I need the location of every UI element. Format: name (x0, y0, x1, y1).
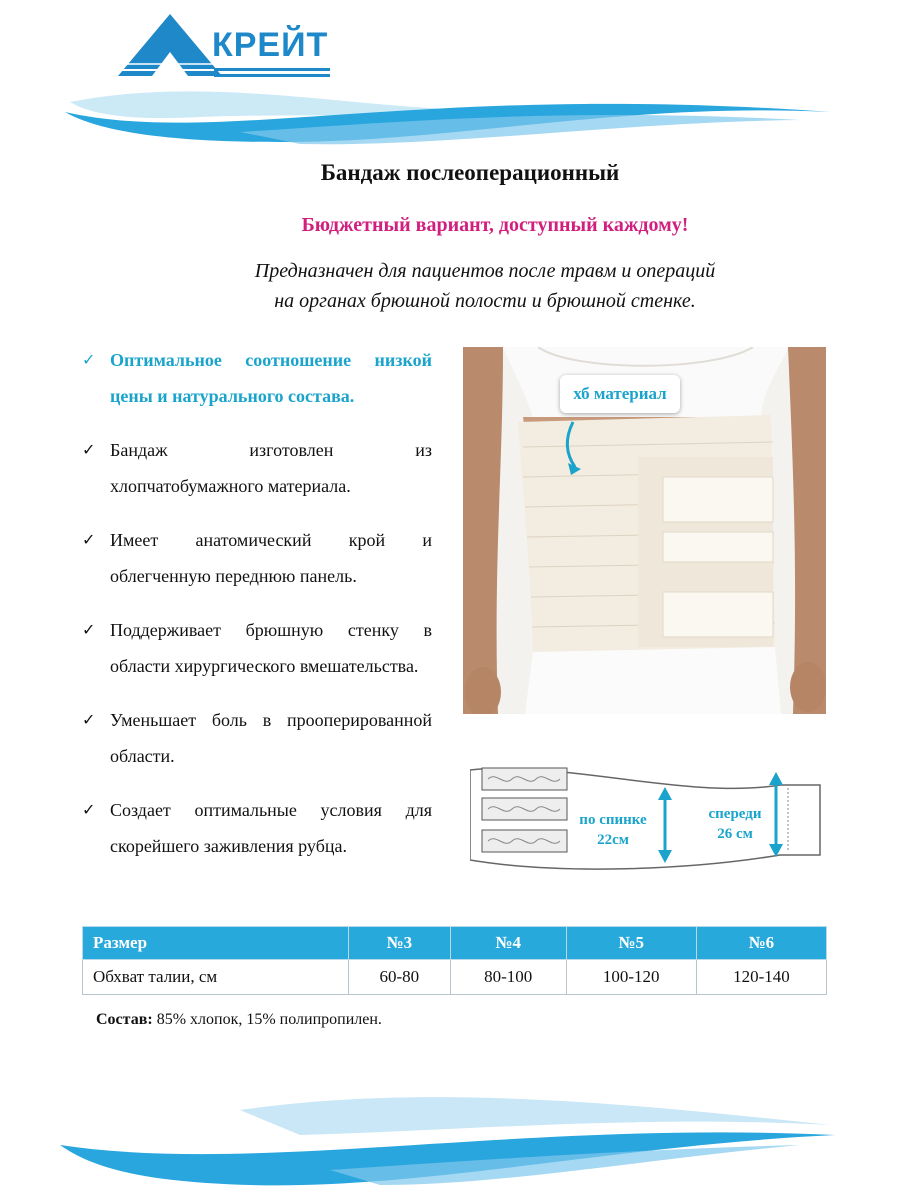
decorative-wave-top (0, 72, 900, 162)
description-line: Предназначен для пациентов после травм и операций (254, 260, 716, 282)
back-width-label: по спинке (579, 812, 647, 828)
table-row (83, 960, 827, 995)
feature-item: ✓ Оптимальное соотношение низкой цены и натурального состава. (82, 342, 432, 414)
column-header: Размер (83, 927, 349, 960)
composition-value: 85% хлопок, 15% полипропилен. (152, 1011, 382, 1028)
checkmark-icon: ✓ (82, 350, 96, 369)
composition-label: Состав: (96, 1011, 153, 1028)
back-width-value: 22см (597, 832, 629, 848)
table-cell: 100-120 (566, 960, 696, 995)
table-header-row (83, 927, 827, 960)
front-width-value: 26 см (717, 826, 753, 842)
table-cell: Обхват талии, см (83, 960, 349, 995)
feature-item: ✓ Уменьшает боль в прооперированной области. (82, 702, 432, 774)
page-title: Бандаж послеоперационный (320, 160, 620, 185)
column-header: №5 (566, 927, 696, 960)
logo-text: КРЕЙТ (212, 26, 329, 64)
checkmark-icon: ✓ (82, 530, 96, 549)
checkmark-icon: ✓ (82, 710, 96, 729)
column-header: №6 (696, 927, 826, 960)
page-subtitle: Бюджетный вариант, доступный каждому! (301, 214, 689, 236)
size-table (82, 926, 827, 995)
feature-item: ✓ Создает оптимальные условия для скорейшего заживления рубца. (82, 792, 432, 864)
front-width-label: спереди (708, 806, 762, 822)
column-header: №3 (349, 927, 451, 960)
material-callout: хб материал (560, 375, 680, 413)
checkmark-icon: ✓ (82, 620, 96, 639)
checkmark-icon: ✓ (82, 440, 96, 459)
table-cell: 60-80 (349, 960, 451, 995)
composition-note (96, 1011, 382, 1029)
decorative-wave-bottom (0, 1090, 900, 1200)
product-description (0, 256, 900, 316)
feature-item: ✓ Бандаж изготовлен из хлопчатобумажного материала. (82, 432, 432, 504)
column-header: №4 (450, 927, 566, 960)
description-line: на органах брюшной полости и брюшной стенке. (274, 290, 696, 312)
table-cell: 80-100 (450, 960, 566, 995)
checkmark-icon: ✓ (82, 800, 96, 819)
feature-list (82, 342, 432, 882)
table-cell: 120-140 (696, 960, 826, 995)
feature-item: ✓ Имеет анатомический крой и облегченную переднюю панель. (82, 522, 432, 594)
feature-item: ✓ Поддерживает брюшную стенку в области хирургического вмешательства. (82, 612, 432, 684)
